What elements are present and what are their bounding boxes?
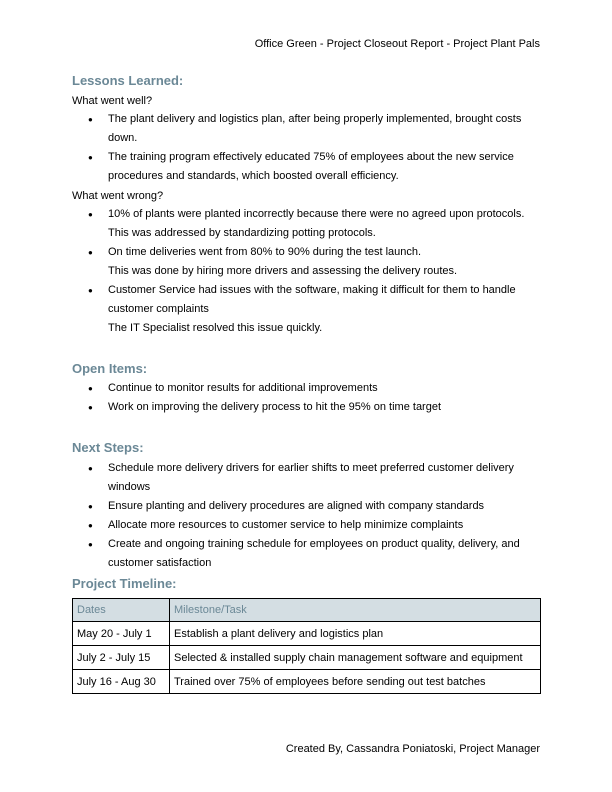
list-item (72, 281, 542, 338)
cell-dates: July 16 - Aug 30 (73, 670, 170, 694)
column-header-milestone: Milestone/Task (170, 599, 541, 622)
open-items-list (72, 379, 542, 417)
item-text: Customer Service had issues with the software, making it difficult for them to handle customer complaints (108, 284, 516, 315)
cell-milestone: Establish a plant delivery and logistics plan (170, 622, 541, 646)
timeline-table (72, 598, 541, 694)
column-header-dates: Dates (73, 599, 170, 622)
went-wrong-label: What went wrong? (72, 190, 164, 202)
cell-milestone: Selected & installed supply chain management software and equipment (170, 646, 541, 670)
project-timeline-heading: Project Timeline: (72, 576, 177, 591)
lessons-learned-heading: Lessons Learned: (72, 73, 184, 88)
author-footer: Created By, Cassandra Poniatoski, Project Manager (285, 743, 540, 755)
list-item (72, 205, 542, 243)
table-row (73, 646, 541, 670)
list-item: ● Create and ongoing training schedule for employees on product quality, delivery, and customer satisfaction (72, 535, 542, 573)
list-item: ● Continue to monitor results for additional improvements (72, 379, 542, 398)
list-item: ● Ensure planting and delivery procedures are aligned with company standards (72, 497, 542, 516)
list-item: ● Allocate more resources to customer service to help minimize complaints (72, 516, 542, 535)
went-wrong-list (72, 205, 542, 338)
list-item: ● The plant delivery and logistics plan, after being properly implemented, brought costs down. (72, 110, 542, 148)
went-well-label: What went well? (72, 95, 153, 107)
item-note: The IT Specialist resolved this issue quickly. (108, 322, 323, 334)
open-items-heading: Open Items: (72, 361, 148, 376)
item-note: This was done by hiring more drivers and assessing the delivery routes. (108, 265, 458, 277)
table-header-row (73, 599, 541, 622)
item-note: This was addressed by standardizing potting protocols. (108, 227, 376, 239)
list-item: ● Schedule more delivery drivers for earlier shifts to meet preferred customer delivery windows (72, 459, 542, 497)
list-item: ● The training program effectively educated 75% of employees about the new service procedures and standards, which boosted overall efficiency. (72, 148, 542, 186)
report-header: Office Green - Project Closeout Report - Project Plant Pals (254, 38, 540, 50)
item-text: 10% of plants were planted incorrectly because there were no agreed upon protocols. (108, 208, 525, 220)
cell-milestone: Trained over 75% of employees before sending out test batches (170, 670, 541, 694)
item-text: On time deliveries went from 80% to 90% during the test launch. (108, 246, 422, 258)
cell-dates: May 20 - July 1 (73, 622, 170, 646)
next-steps-heading: Next Steps: (72, 440, 144, 455)
list-item (72, 243, 542, 281)
went-well-list (72, 110, 542, 186)
list-item: ● Work on improving the delivery process to hit the 95% on time target (72, 398, 542, 417)
table-row (73, 622, 541, 646)
cell-dates: July 2 - July 15 (73, 646, 170, 670)
next-steps-list (72, 459, 542, 573)
table-row (73, 670, 541, 694)
